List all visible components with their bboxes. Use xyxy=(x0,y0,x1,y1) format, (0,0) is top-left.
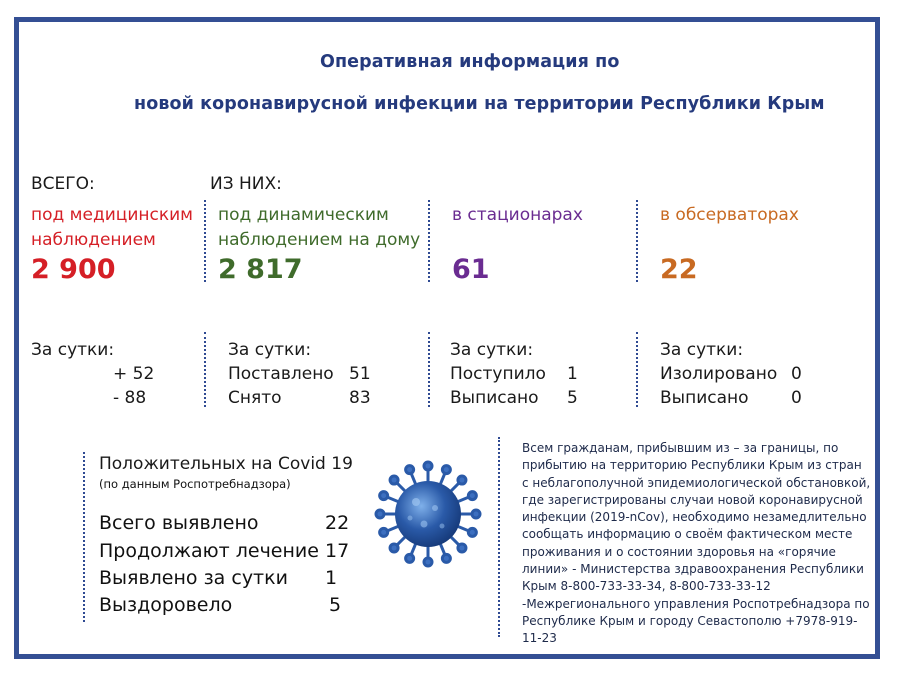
covid-title: Положительных на Covid 19 xyxy=(99,454,353,474)
total-header: ВСЕГО: xyxy=(31,174,95,194)
virus-spike-tip xyxy=(380,528,388,536)
daily-home-row1-label: Поставлено xyxy=(228,364,334,384)
title-line-2: новой коронавирусной инфекции на территории Республики Крым xyxy=(134,94,825,114)
category-home-label xyxy=(218,203,420,253)
daily-label: За сутки: xyxy=(31,340,115,360)
category-label-line: под динамическим xyxy=(218,205,389,225)
covid-row-value: 22 xyxy=(325,512,350,534)
column-divider xyxy=(428,200,430,282)
category-label-line: наблюдением на дому xyxy=(218,230,421,250)
covid-source: (по данным Роспотребнадзора) xyxy=(99,477,291,491)
category-hospital-value: 61 xyxy=(452,254,490,285)
daily-medical-added: + 52 xyxy=(113,364,155,384)
category-observatory-label: в обсерваторах xyxy=(660,205,799,225)
category-observatory-value: 22 xyxy=(660,254,698,285)
virus-spike-tip xyxy=(458,476,466,484)
covid-row-label: Продолжают лечение xyxy=(99,540,319,562)
covid-row-value: 5 xyxy=(329,594,342,616)
virus-spike-tip xyxy=(406,554,414,562)
covid-row-value: 17 xyxy=(325,540,350,562)
virus-spike-tip xyxy=(468,492,476,500)
category-hospital-label: в стационарах xyxy=(452,205,583,225)
covid-row-label: Выздоровело xyxy=(99,594,233,616)
virus-spike-tip xyxy=(390,476,398,484)
daily-hospital-row1-value: 1 xyxy=(567,364,578,384)
daily-hospital-row1-label: Поступило xyxy=(450,364,546,384)
daily-observatory-row1-value: 0 xyxy=(791,364,802,384)
daily-observatory-row2-label: Выписано xyxy=(660,388,749,408)
daily-home-row2-value: 83 xyxy=(349,388,371,408)
virus-spike-tip xyxy=(472,510,480,518)
daily-home-row2-label: Снято xyxy=(228,388,282,408)
title-line-1: Оперативная информация по xyxy=(320,52,620,72)
column-divider xyxy=(636,200,638,282)
virus-spike-tip xyxy=(390,544,398,552)
daily-label: За сутки: xyxy=(660,340,744,360)
column-divider xyxy=(204,332,206,407)
column-divider xyxy=(428,332,430,407)
category-medical-value: 2 900 xyxy=(31,254,116,285)
daily-observatory-row2-value: 0 xyxy=(791,388,802,408)
virus-spike-tip xyxy=(424,558,432,566)
daily-hospital-row2-label: Выписано xyxy=(450,388,539,408)
info-divider xyxy=(498,437,500,637)
daily-label: За сутки: xyxy=(450,340,534,360)
column-divider xyxy=(636,332,638,407)
daily-home-row1-value: 51 xyxy=(349,364,371,384)
of-them-header: ИЗ НИХ: xyxy=(210,174,282,194)
info-text: Всем гражданам, прибывшим из – за границы, по прибытию на территорию Республики Крым из стран с неблагополучной эпидемиологической обстановкой, где зарегистрированы случаи новой коронавирусной инфекции (2019-nCov), необходимо незамедлительно сообщать информацию о своём фактическом месте проживания и о состоянии здоровья на «горячие линии» - Министерства здравоохранения Республики Крым 8-800-733-33-34, 8-800-733-33-12 -Межрегионального управления Роспотребнадзора по Республике Крым и городу Севастополю +7978-919-11-23 xyxy=(522,441,871,646)
covid-row-label: Выявлено за сутки xyxy=(99,567,288,589)
daily-label: За сутки: xyxy=(228,340,312,360)
virus-spike-tip xyxy=(424,462,432,470)
covid-divider xyxy=(83,452,85,622)
covid-row-label: Всего выявлено xyxy=(99,512,259,534)
virus-spike-tip xyxy=(376,510,384,518)
category-label-line: наблюдением xyxy=(31,230,156,250)
covid-row-value: 1 xyxy=(325,567,338,589)
daily-medical-removed: - 88 xyxy=(113,388,147,408)
virus-spike-tip xyxy=(406,466,414,474)
column-divider xyxy=(204,200,206,282)
virus-spike-tip xyxy=(380,492,388,500)
daily-hospital-row2-value: 5 xyxy=(567,388,578,408)
category-label-line: под медицинским xyxy=(31,205,193,225)
category-home-value: 2 817 xyxy=(218,254,303,285)
virus-spike-tip xyxy=(442,554,450,562)
category-medical-label xyxy=(31,203,193,253)
virus-spike-tip xyxy=(442,466,450,474)
virus-spike-tip xyxy=(468,528,476,536)
daily-observatory-row1-label: Изолировано xyxy=(660,364,778,384)
virus-spike-tip xyxy=(458,544,466,552)
coronavirus-icon xyxy=(372,458,484,570)
